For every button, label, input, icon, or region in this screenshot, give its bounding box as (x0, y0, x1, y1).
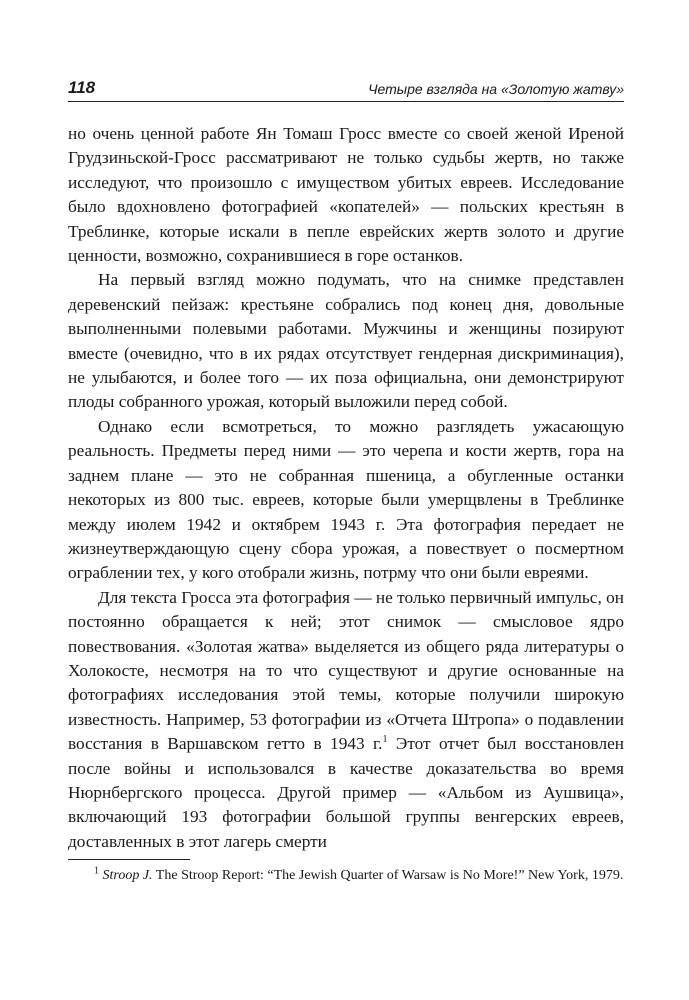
paragraph: но очень ценной работе Ян Томаш Гросс вместе со своей женой Иреной Грудзиньской-Гросс рассматривают не только судьбы жертв, но также исследуют, что произошло с имуществом убитых евреев. Исследование было вдохновлено фотографией «копателей» — польских крестьян в Треблинке, которые искали в пепле еврейских жертв золото и другие ценности, возможно, сохранившиеся в горе останков. (68, 124, 624, 266)
page-header (68, 78, 624, 100)
footnote (68, 866, 624, 885)
paragraph: Однако если всмотреться, то можно разглядеть ужасающую реальность. Предметы перед ними — это черепа и кости жертв, гора на заднем плане — это не собранная пшеница, а обугленные останки некоторых из 800 тыс. евреев, которые были умерщвлены в Треблинке между июлем 1942 и октябрем 1943 г. Эта фотография передает не жизнеутверждающую сцену сбора урожая, а повествует о посмертном ограблении тех, у кого отобрали жизнь, потрму что они были евреями. (68, 416, 624, 583)
footnote-author: Stroop J. (102, 868, 153, 883)
paragraph-text: Для текста Гросса эта фотография — не только первичный импульс, он постоянно обращается к ней; этот снимок — смысловое ядро повествования. «Золотая жатва» выделяется из общего ряда литературы о Холокосте, несмотря на то что существуют и другие основанные на фотографиях исследования этой темы, которые получили широкую известность. Например, 53 фотографии из «Отчета Штропа» о подавлении восстания в Варшавском гетто в 1943 г. (68, 587, 624, 754)
footnote-rule (68, 859, 190, 860)
footnote-text: The Stroop Report: “The Jewish Quarter of Warsaw is No More!” New York, 1979. (155, 868, 624, 883)
page-number: 118 (68, 78, 96, 97)
header-rule (68, 101, 624, 102)
footnote-reference[interactable]: 1 (382, 734, 388, 746)
paragraph (68, 586, 624, 854)
paragraph: На первый взгляд можно подумать, что на снимке представлен деревенский пейзаж: крестьяне собрались под конец дня, довольные выполненными полевыми работами. Мужчины и женщины позируют вместе (очевидно, что в их рядах отсутствует гендерная дискриминация), не улыбаются, и более того — их поза официальна, они демонстрируют плоды собранного урожая, который выложили перед собой. (68, 270, 624, 412)
paragraph-text-continued: Этот отчет был восстановлен после войны и использовался в качестве доказательства во время Нюрнбергского процесса. Другой пример — «Альбом из Аушвица», включающий 193 фотографии большой группы венгерских евреев, доставленных в этот лагерь смерти (68, 734, 624, 851)
body-text (68, 122, 624, 854)
running-title: Четыре взгляда на «Золотую жатву» (368, 81, 624, 97)
footnote-number: 1 (94, 865, 99, 877)
footnote-lead (68, 865, 153, 883)
